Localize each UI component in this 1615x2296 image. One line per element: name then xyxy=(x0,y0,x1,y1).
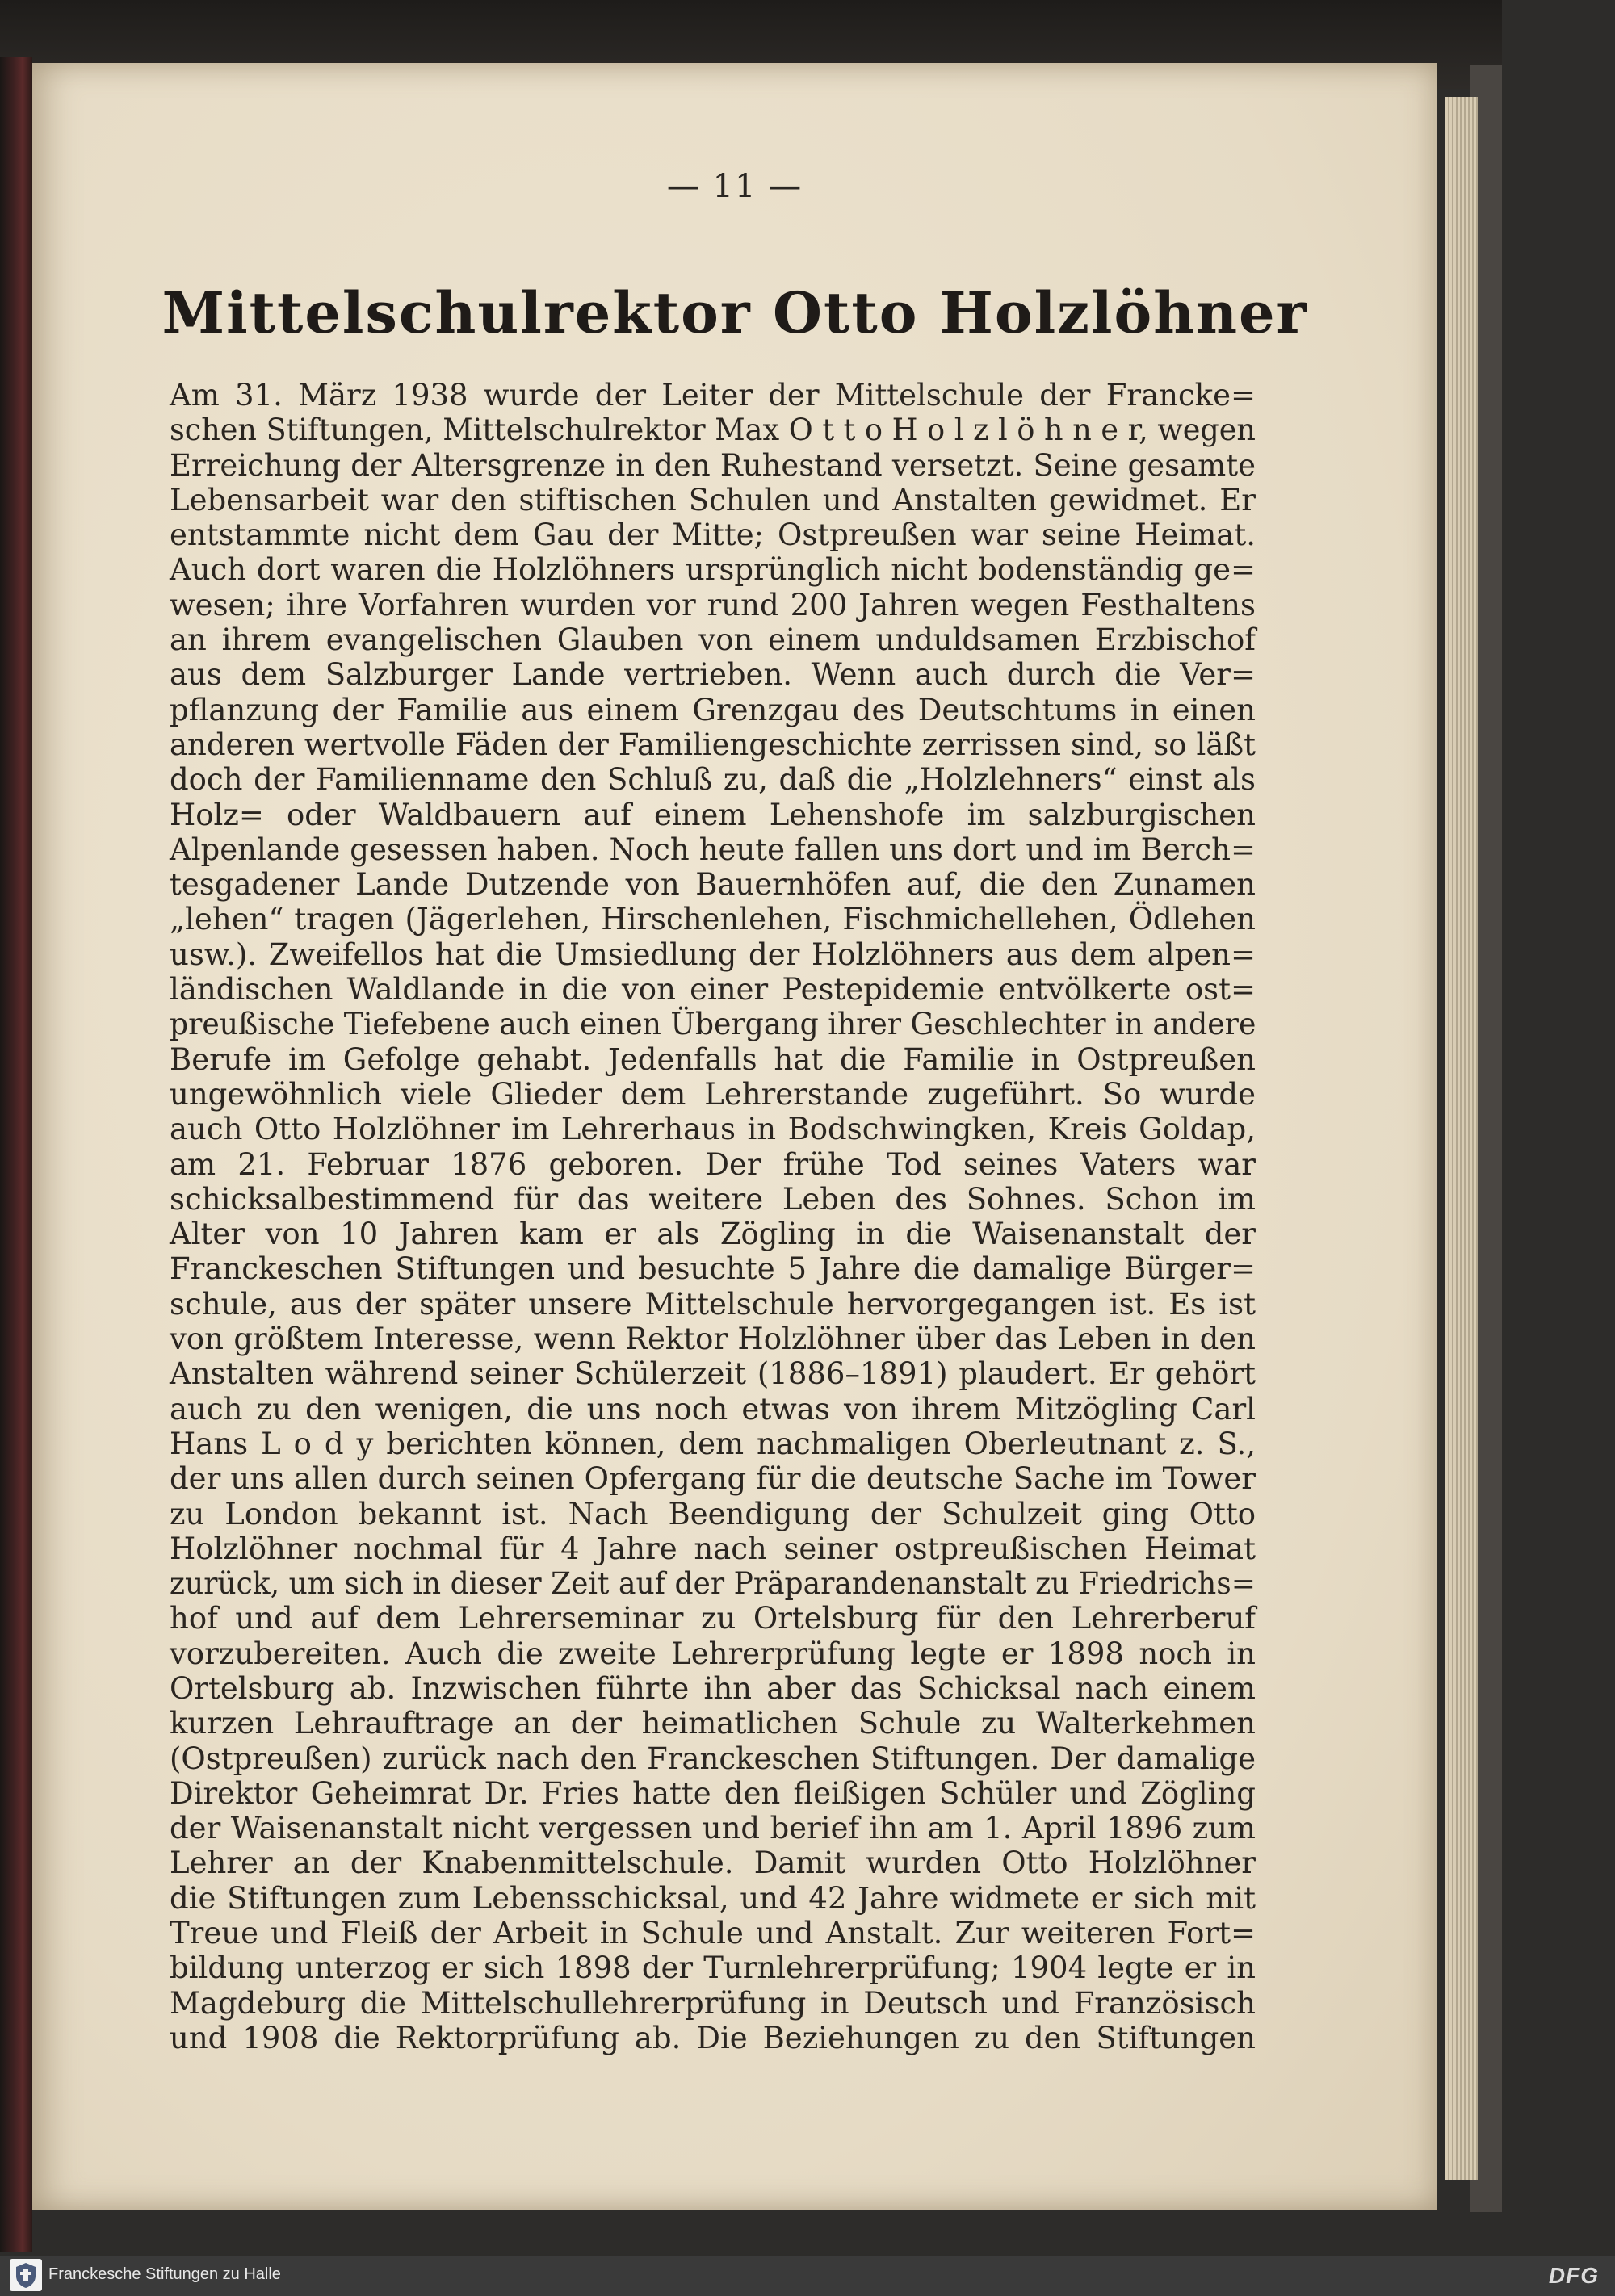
text-line: preußische Tiefebene auch einen Übergang ihrer Geschlechter in andere xyxy=(170,1007,1256,1042)
text-line: usw.). Zweifellos hat die Umsiedlung der Holzlöhners aus dem alpen= xyxy=(170,936,1256,972)
text-line: Anstalten während seiner Schülerzeit (1886–1891) plaudert. Er gehört xyxy=(170,1356,1256,1392)
text-line: hof und auf dem Lehrerseminar zu Ortelsburg für den Lehrerberuf xyxy=(170,1601,1256,1636)
text-line: schen Stiftungen, Mittelschulrektor Max O t t o H o l z l ö h n e r, wegen xyxy=(170,413,1256,448)
book-binding xyxy=(0,57,32,2252)
text-line: tesgadener Lande Dutzende von Bauernhöfen auf, die den Zunamen xyxy=(170,867,1256,903)
institution-crest-icon[interactable] xyxy=(10,2259,42,2291)
text-line: Treue und Fleiß der Arbeit in Schule und Anstalt. Zur weiteren Fort= xyxy=(170,1916,1256,1951)
article-title: Mittelschulrektor Otto Holzlöhner xyxy=(162,279,1308,346)
text-line: Magdeburg die Mittelschullehrerprüfung in Deutsch und Französisch xyxy=(170,1985,1256,2021)
text-line: Holzlöhner nochmal für 4 Jahre nach seiner ostpreußischen Heimat xyxy=(170,1531,1256,1566)
text-line: zurück, um sich in dieser Zeit auf der Präparandenanstalt zu Friedrichs= xyxy=(170,1566,1256,1602)
text-line: Holz= oder Waldbauern auf einem Lehenshofe im salzburgischen xyxy=(170,797,1256,832)
text-line: Berufe im Gefolge gehabt. Jedenfalls hat die Familie in Ostpreußen xyxy=(170,1041,1256,1077)
text-line: Lebensarbeit war den stiftischen Schulen und Anstalten gewidmet. Er xyxy=(170,482,1256,517)
text-line: aus dem Salzburger Lande vertrieben. Wenn auch durch die Ver= xyxy=(170,657,1256,693)
text-line: an ihrem evangelischen Glauben von einem unduldsamen Erzbischof xyxy=(170,622,1256,658)
text-line: „lehen“ tragen (Jägerlehen, Hirschenlehen, Fischmichellehen, Ödlehen xyxy=(170,902,1256,937)
text-line: der Waisenanstalt nicht vergessen und berief ihn am 1. April 1896 zum xyxy=(170,1811,1256,1846)
text-line: doch der Familienname den Schluß zu, daß die „Holzlehners“ einst als xyxy=(170,762,1256,798)
text-line: ländischen Waldlande in die von einer Pestepidemie entvölkerte ost= xyxy=(170,972,1256,1008)
text-line: am 21. Februar 1876 geboren. Der frühe Tod seines Vaters war xyxy=(170,1146,1256,1182)
text-line: Alpenlande gesessen haben. Noch heute fallen uns dort und im Berch= xyxy=(170,832,1256,867)
book-page xyxy=(32,63,1437,2210)
article-body xyxy=(170,378,1256,2055)
text-line: Direktor Geheimrat Dr. Fries hatte den fleißigen Schüler und Zögling xyxy=(170,1775,1256,1811)
text-line: auch Otto Holzlöhner im Lehrerhaus in Bodschwingken, Kreis Goldap, xyxy=(170,1112,1256,1147)
text-line: Franckeschen Stiftungen und besuchte 5 Jahre die damalige Bürger= xyxy=(170,1251,1256,1287)
text-line: der uns allen durch seinen Opfergang für die deutsche Sache im Tower xyxy=(170,1461,1256,1497)
text-line: Ortelsburg ab. Inzwischen führte ihn aber das Schicksal nach einem xyxy=(170,1670,1256,1706)
text-line: schicksalbestimmend für das weitere Leben des Sohnes. Schon im xyxy=(170,1181,1256,1217)
text-line: entstammte nicht dem Gau der Mitte; Ostpreußen war seine Heimat. xyxy=(170,517,1256,553)
text-line: Lehrer an der Knabenmittelschule. Damit wurden Otto Holzlöhner xyxy=(170,1846,1256,1881)
institution-name[interactable]: Franckesche Stiftungen zu Halle xyxy=(48,2265,281,2283)
text-line: Auch dort waren die Holzlöhners ursprünglich nicht bodenständig ge= xyxy=(170,552,1256,588)
text-line: Am 31. März 1938 wurde der Leiter der Mittelschule der Francke= xyxy=(170,378,1256,413)
page-number: — 11 — xyxy=(666,168,803,205)
text-line: vorzubereiten. Auch die zweite Lehrerprüfung legte er 1898 noch in xyxy=(170,1636,1256,1671)
page-stack-edge xyxy=(1445,97,1478,2180)
text-line: von größtem Interesse, wenn Rektor Holzlöhner über das Leben in den xyxy=(170,1322,1256,1357)
text-line: (Ostpreußen) zurück nach den Franckeschen Stiftungen. Der damalige xyxy=(170,1741,1256,1776)
text-line: auch zu den wenigen, die uns noch etwas von ihrem Mitzögling Carl xyxy=(170,1391,1256,1427)
text-line: Erreichung der Altersgrenze in den Ruhestand versetzt. Seine gesamte xyxy=(170,447,1256,483)
text-line: ungewöhnlich viele Glieder dem Lehrerstande zugeführt. So wurde xyxy=(170,1076,1256,1112)
text-line: kurzen Lehrauftrage an der heimatlichen Schule zu Walterkehmen xyxy=(170,1706,1256,1741)
text-line: Alter von 10 Jahren kam er als Zögling in die Waisenanstalt der xyxy=(170,1217,1256,1252)
text-line: die Stiftungen zum Lebensschicksal, und 42 Jahre widmete er sich mit xyxy=(170,1880,1256,1916)
text-line: bildung unterzog er sich 1898 der Turnlehrerprüfung; 1904 legte er in xyxy=(170,1950,1256,1986)
text-line: anderen wertvolle Fäden der Familiengeschichte zerrissen sind, so läßt xyxy=(170,727,1256,762)
text-line: und 1908 die Rektorprüfung ab. Die Beziehungen zu den Stiftungen xyxy=(170,2020,1256,2055)
dfg-logo: DFG xyxy=(1548,2263,1599,2288)
text-line: schule, aus der später unsere Mittelschule hervorgegangen ist. Es ist xyxy=(170,1286,1256,1322)
text-line: wesen; ihre Vorfahren wurden vor rund 200 Jahren wegen Festhaltens xyxy=(170,587,1256,622)
text-line: Hans L o d y berichten können, dem nachmaligen Oberleutnant z. S., xyxy=(170,1426,1256,1461)
text-line: pflanzung der Familie aus einem Grenzgau des Deutschtums in einen xyxy=(170,692,1256,727)
text-line: zu London bekannt ist. Nach Beendigung der Schulzeit ging Otto xyxy=(170,1496,1256,1531)
